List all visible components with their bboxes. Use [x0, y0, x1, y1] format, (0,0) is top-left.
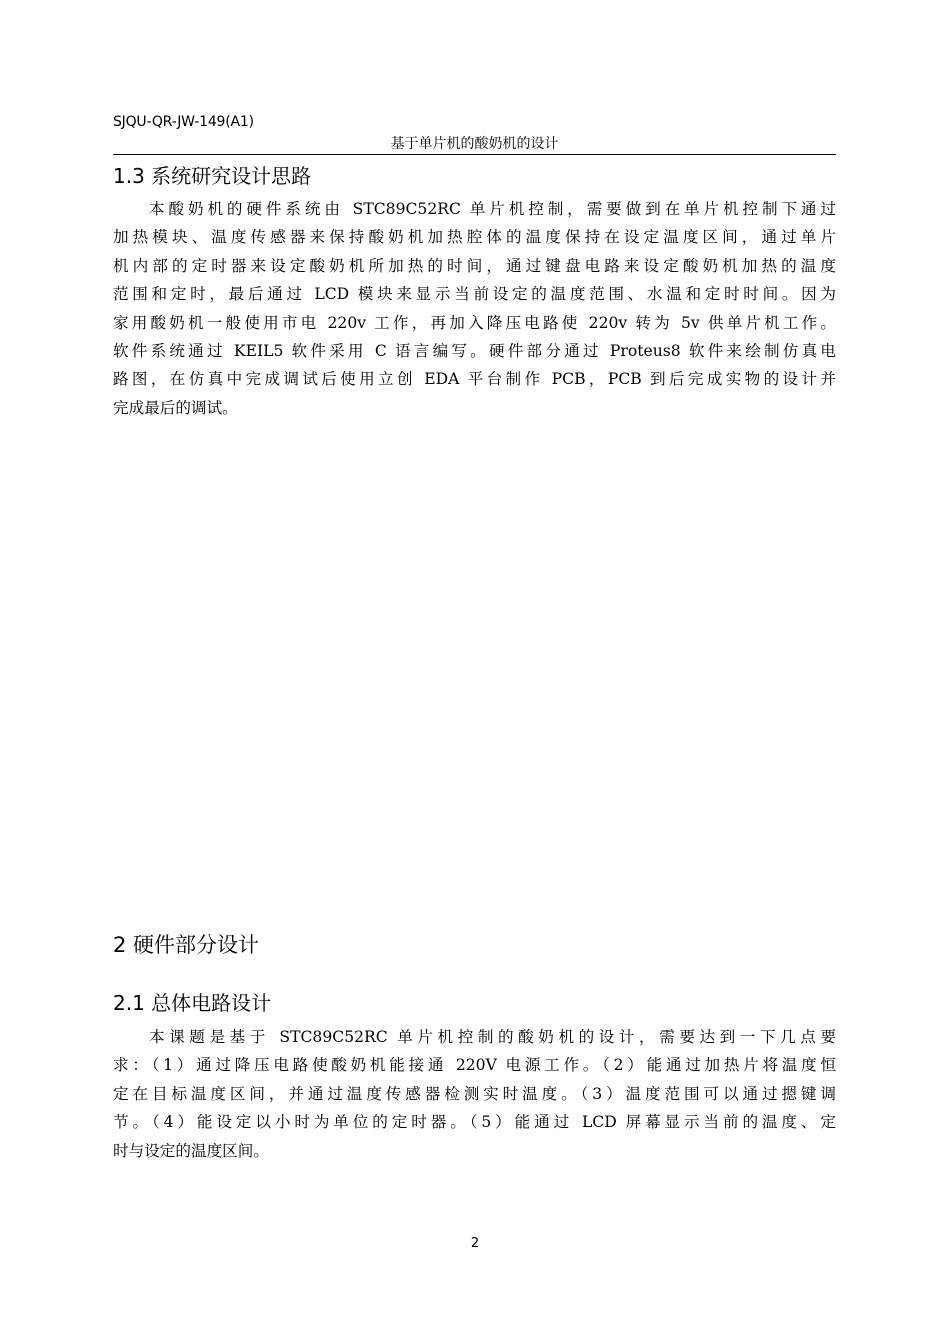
header-divider [113, 154, 836, 155]
paragraph-line: 路图，在仿真中完成调试后使用立创 EDA 平台制作 PCB，PCB 到后完成实物的设计并 [113, 370, 836, 389]
running-header-title: 基于单片机的酸奶机的设计 [390, 136, 559, 152]
paragraph-line: 家用酸奶机一般使用市电 220v 工作，再加入降压电路使 220v 转为 5v 供单片机工作。 [113, 313, 836, 332]
section-heading-2-1: 2.1 总体电路设计 [113, 991, 272, 1015]
paragraph-line: 加热模块、温度传感器来保持酸奶机加热腔体的温度保持在设定温度区间，通过单片 [113, 228, 836, 247]
page-number: 2 [470, 1236, 480, 1251]
paragraph-design-approach [113, 195, 836, 422]
paragraph-line: 本酸奶机的硬件系统由 STC89C52RC 单片机控制，需要做到在单片机控制下通过 [149, 200, 836, 218]
paragraph-line: 本课题是基于 STC89C52RC 单片机控制的酸奶机的设计，需要达到一下几点要 [149, 1028, 836, 1046]
paragraph-overall-circuit [113, 1023, 836, 1165]
paragraph-line: 节。（4）能设定以小时为单位的定时器。（5）能通过 LCD 屏幕显示当前的温度、定 [113, 1113, 836, 1132]
document-code: SJQU-QR-JW-149(A1) [113, 114, 254, 130]
paragraph-line: 机内部的定时器来设定酸奶机所加热的时间，通过键盘电路来设定酸奶机加热的温度 [113, 256, 836, 275]
chapter-heading-2: 2 硬件部分设计 [113, 933, 260, 957]
paragraph-line: 范围和定时，最后通过 LCD 模块来显示当前设定的温度范围、水温和定时时间。因为 [113, 285, 836, 304]
paragraph-line: 软件系统通过 KEIL5 软件采用 C 语言编写。硬件部分通过 Proteus8 软件来绘制仿真电 [113, 342, 836, 361]
paragraph-line: 求：（1）通过降压电路使酸奶机能接通 220V 电源工作。（2）能通过加热片将温度恒 [113, 1056, 836, 1075]
paragraph-line: 完成最后的调试。 [113, 398, 238, 417]
paragraph-line: 定在目标温度区间，并通过温度传感器检测实时温度。（3）温度范围可以通过摁键调 [113, 1084, 836, 1103]
section-heading-1-3: 1.3 系统研究设计思路 [113, 164, 312, 188]
paragraph-line: 时与设定的温度区间。 [113, 1141, 269, 1160]
